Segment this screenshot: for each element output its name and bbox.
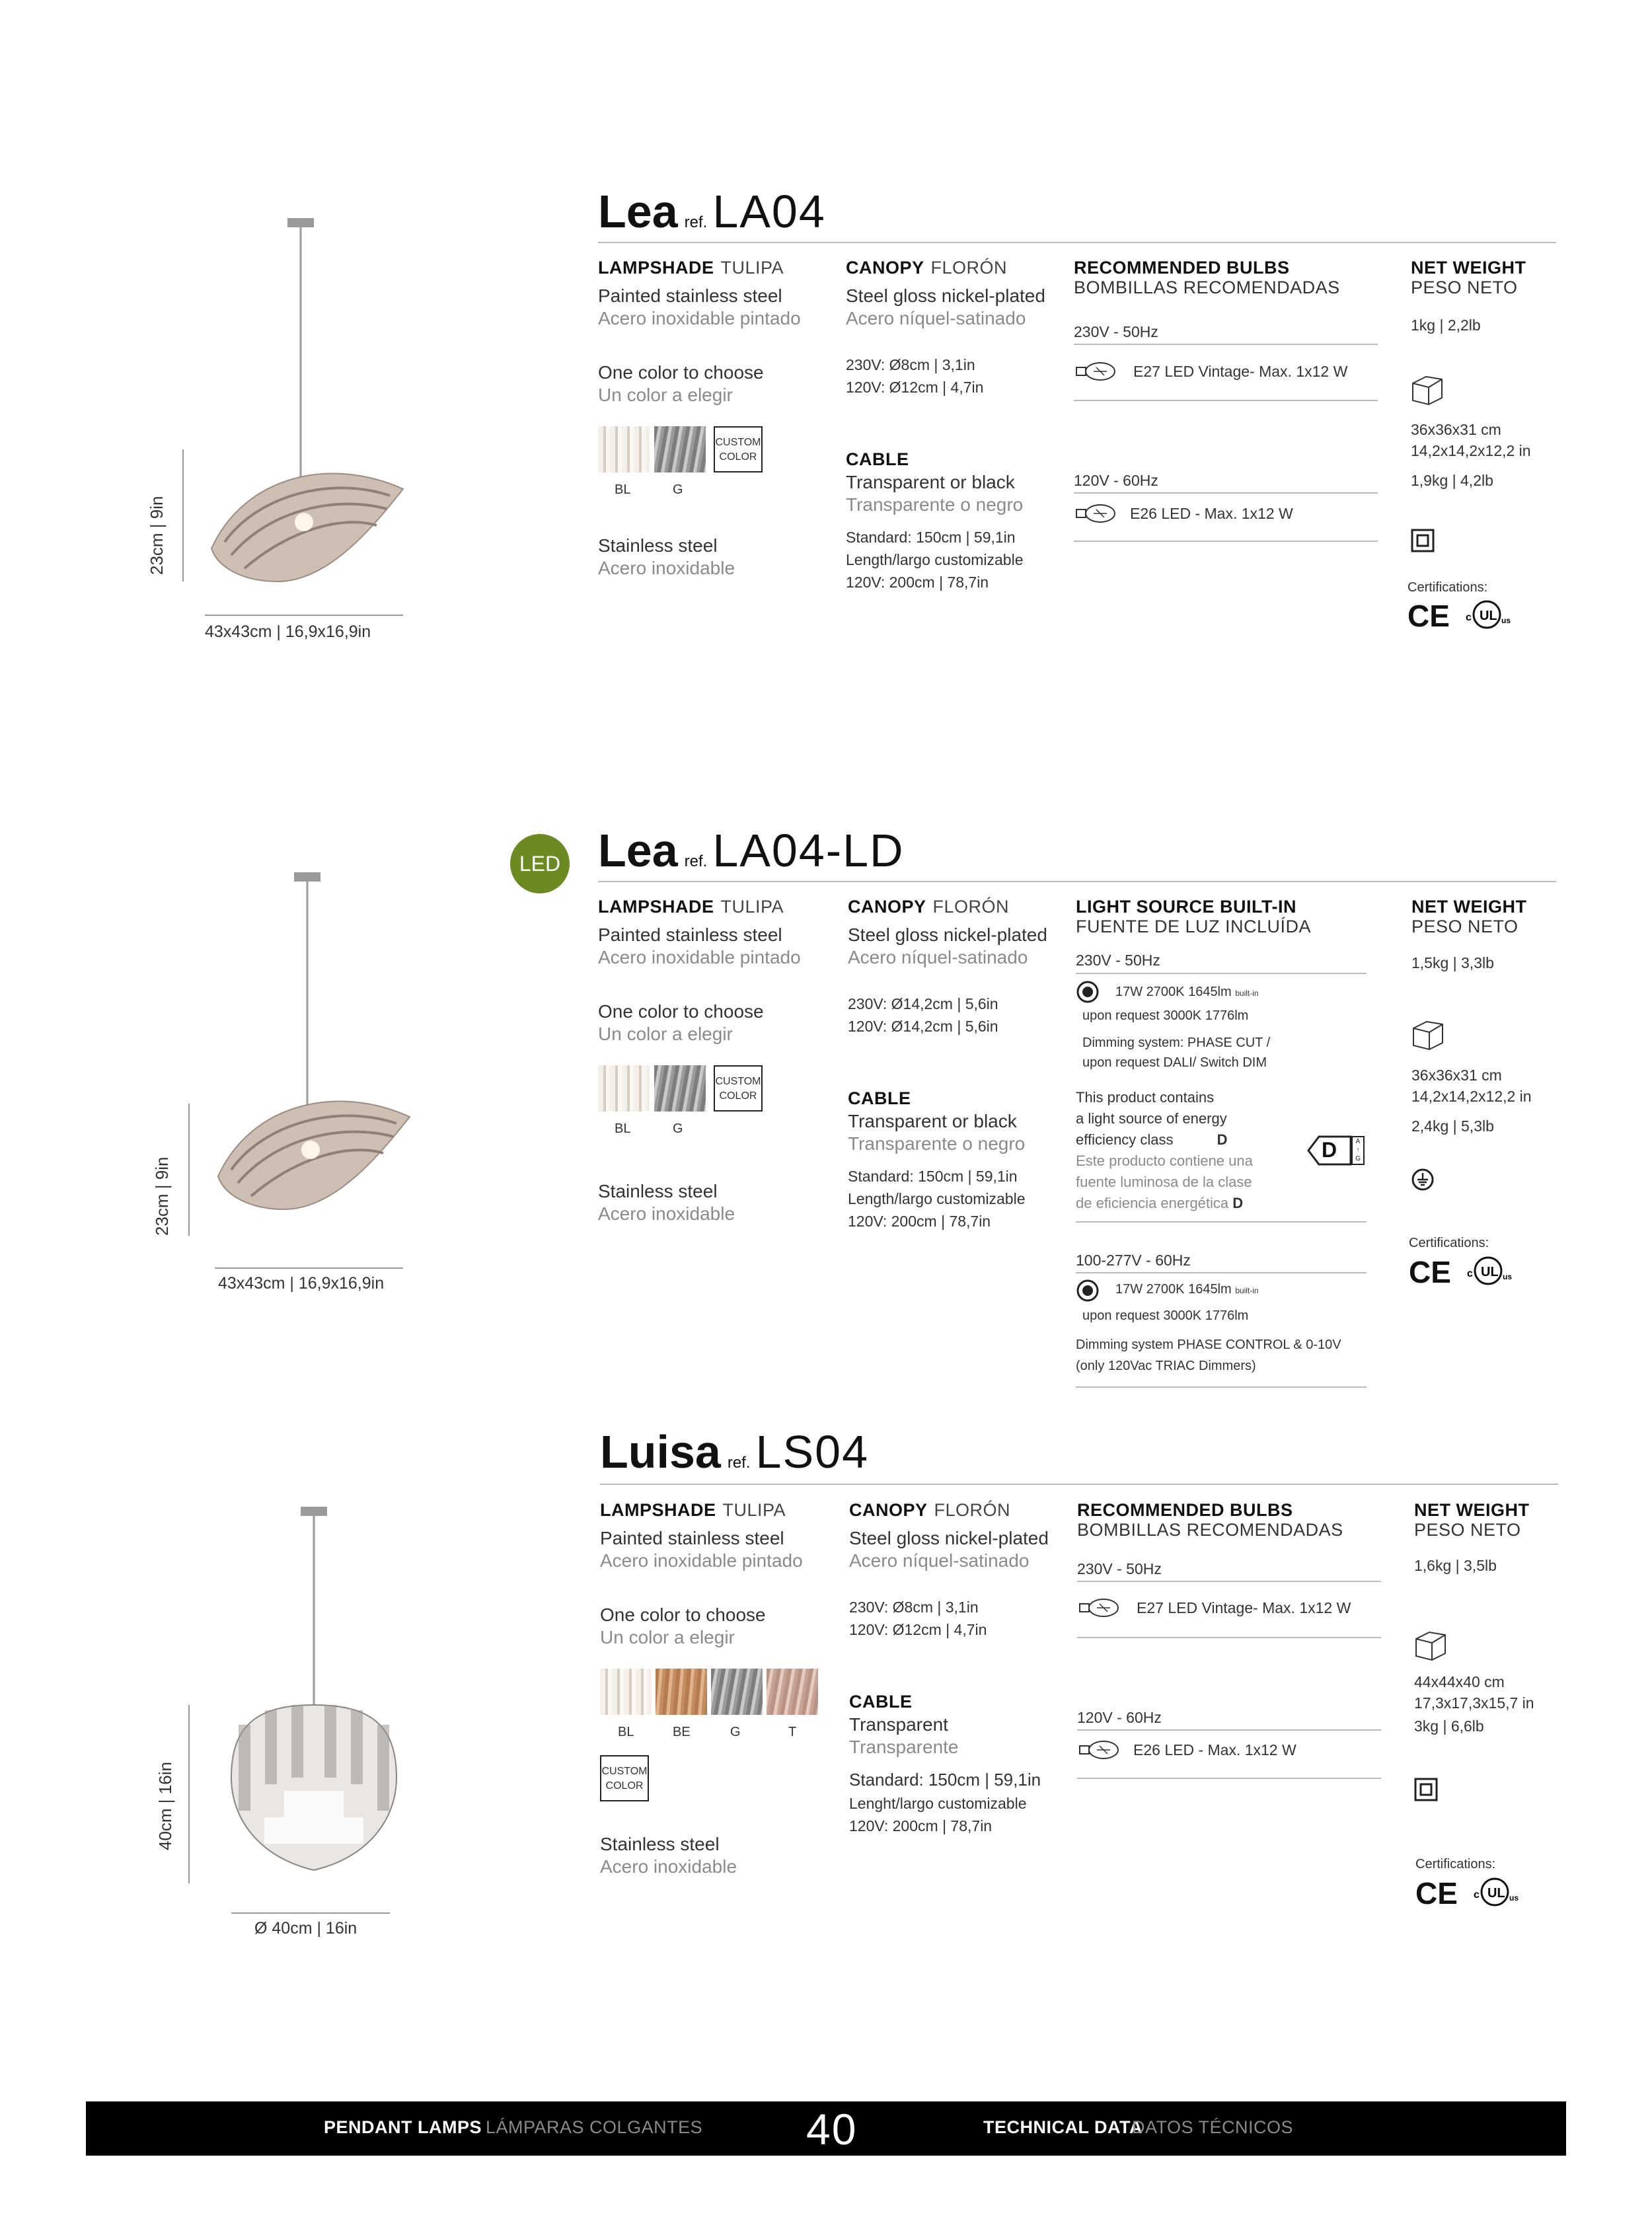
earth-ground-icon [1411,1168,1434,1191]
color-choice: One color to choose [598,1001,764,1022]
canopy-material-es: Acero níquel-satinado [846,308,1026,328]
led-chip-icon [1076,1279,1100,1302]
cable-standard: Standard: 150cm | 59,1in [848,1168,1018,1185]
ul-label: UL [1487,1886,1505,1901]
ul-mark-icon [1462,1254,1515,1287]
dimming-system-120-note: (only 120Vac TRIAC Dimmers) [1076,1359,1256,1373]
energy-class-letter: D [1322,1138,1337,1162]
ref-label: ref. [727,1454,751,1472]
ce-mark: CE [1408,599,1450,633]
lampshade-material-es: Acero inoxidable pintado [600,1550,803,1571]
footer-section-en: PENDANT LAMPS [324,2117,482,2137]
title-divider [600,1484,1558,1485]
ce-mark: CE [1415,1876,1458,1910]
color-choice: One color to choose [598,362,764,383]
ul-c-label: c [1474,1889,1480,1901]
cable-material-es: Transparente o negro [846,494,1024,515]
material-es: Acero inoxidable [598,558,735,578]
box-size-cm: 36x36x31 cm [1411,1067,1502,1084]
canopy-material: Steel gloss nickel-plated [846,285,1045,306]
cable-customizable: Length/largo customizable [846,551,1024,568]
ul-us-label: us [1503,1272,1513,1281]
led-spec-230: 17W 2700K 1645lm built-in [1115,985,1259,999]
swatch-label-g: G [673,1121,683,1136]
weight-heading-es: PESO NETO [1414,1520,1521,1540]
product-title [598,827,905,874]
canopy-size-230: 230V: Ø14,2cm | 5,6in [848,995,998,1012]
color-swatch-bl[interactable] [598,1065,650,1112]
box-weight: 3kg | 6,6lb [1414,1717,1484,1735]
bulb-120: E26 LED - Max. 1x12 W [1133,1741,1296,1758]
canopy-material-es: Acero níquel-satinado [848,947,1028,967]
divider [1077,1729,1381,1731]
led-chip-icon [1076,980,1100,1004]
voltage-100-277: 100-277V - 60Hz [1076,1252,1191,1269]
color-choice: One color to choose [600,1604,766,1625]
cable-material: Transparent [849,1714,948,1735]
efficiency-es-2: fuente luminosa de la clase [1076,1174,1252,1190]
box-size-cm: 36x36x31 cm [1411,421,1501,438]
box-weight: 2,4kg | 5,3lb [1411,1117,1494,1135]
swatch-label-g: G [673,482,683,497]
material: Stainless steel [598,1181,718,1201]
divider [1074,492,1378,494]
lampshade-heading: LAMPSHADE TULIPA [598,258,784,278]
divider [1076,1272,1367,1273]
ul-us-label: us [1501,616,1511,625]
light-source-heading: LIGHT SOURCE BUILT-IN [1076,897,1296,917]
efficiency-es-3: de eficiencia energética D [1076,1195,1244,1211]
lampshade-material: Painted stainless steel [598,285,782,306]
efficiency-en-2: a light source of energy [1076,1110,1227,1127]
class-ii-icon [1414,1778,1438,1801]
voltage-120: 120V - 60Hz [1077,1709,1162,1726]
page-number: 40 [806,2105,858,2154]
color-choice-es: Un color a elegir [598,385,733,405]
weight-heading: NET WEIGHT [1411,258,1526,278]
cable-material: Transparent or black [848,1111,1017,1131]
ul-label: UL [1480,609,1497,623]
weight-heading-es: PESO NETO [1411,278,1518,297]
divider [1077,1778,1381,1779]
custom-color-swatch[interactable]: CUSTOM COLOR [714,1065,763,1112]
cable-standard: Standard: 150cm | 59,1in [849,1770,1041,1790]
swatch-label-be: BE [673,1725,691,1739]
upon-request-230: upon request 3000K 1776lm [1082,1008,1249,1023]
lampshade-material-es: Acero inoxidable pintado [598,947,801,967]
lamp-illustration [198,211,423,608]
ul-c-label: c [1467,1268,1473,1279]
efficiency-en-1: This product contains [1076,1089,1215,1106]
swatch-label-bl: BL [615,1121,631,1136]
product-code: LA04-LD [712,825,905,876]
lampshade-material-es: Acero inoxidable pintado [598,308,801,328]
voltage-230: 230V - 50Hz [1074,323,1158,340]
dimming-system-120: Dimming system PHASE CONTROL & 0-10V [1076,1338,1341,1352]
material: Stainless steel [598,535,718,556]
title-divider [598,242,1556,243]
net-weight: 1,5kg | 3,3lb [1411,954,1494,971]
ul-c-label: c [1466,612,1472,623]
canopy-material-es: Acero níquel-satinado [849,1550,1030,1571]
net-weight: 1,6kg | 3,5lb [1414,1557,1497,1574]
swatch-label-bl: BL [618,1725,634,1739]
divider [1077,1581,1381,1582]
product-name: Lea [598,186,678,237]
box-size-in: 14,2x14,2x12,2 in [1411,442,1531,459]
canopy-material: Steel gloss nickel-plated [849,1528,1049,1548]
led-spec-120: 17W 2700K 1645lm built-in [1115,1282,1259,1297]
dimension-line-vertical [188,1104,190,1236]
dimension-line-horizontal [205,615,403,616]
canopy-material: Steel gloss nickel-plated [848,925,1047,945]
dimming-system: Dimming system: PHASE CUT / [1082,1036,1271,1050]
energy-scale: A ↑ G [1355,1138,1361,1162]
cable-material-es: Transparente [849,1737,959,1757]
lampshade-material: Painted stainless steel [600,1528,784,1548]
divider [1076,1386,1367,1388]
certifications-label: Certifications: [1409,1236,1489,1250]
bulbs-heading-es: BOMBILLAS RECOMENDADAS [1077,1520,1343,1540]
cable-heading: CABLE [848,1088,911,1108]
upon-request-120: upon request 3000K 1776lm [1082,1308,1249,1323]
color-swatch-g[interactable] [711,1669,763,1715]
box-weight: 1,9kg | 4,2lb [1411,472,1493,489]
divider [1074,344,1378,345]
bulb-230: E27 LED Vintage- Max. 1x12 W [1137,1599,1351,1616]
canopy-size-120: 120V: Ø14,2cm | 5,6in [848,1018,998,1035]
color-swatch-g[interactable] [654,426,706,472]
cable-material: Transparent or black [846,472,1015,492]
box-icon [1408,1015,1448,1052]
custom-color-swatch[interactable]: CUSTOM COLOR [714,426,763,472]
dimension-line-vertical [182,449,184,582]
ref-label: ref. [684,213,708,231]
bulb-230: E27 LED Vintage- Max. 1x12 W [1133,363,1348,380]
box-size-cm: 44x44x40 cm [1414,1673,1505,1690]
divider [1076,973,1367,974]
weight-heading: NET WEIGHT [1414,1500,1530,1520]
weight-heading-es: PESO NETO [1411,917,1519,936]
divider [1077,1637,1381,1638]
cable-heading: CABLE [849,1692,913,1712]
certifications-label: Certifications: [1408,580,1488,595]
net-weight: 1kg | 2,2lb [1411,317,1481,334]
product-code: LS04 [755,1426,869,1478]
color-choice-es: Un color a elegir [600,1627,735,1647]
voltage-230: 230V - 50Hz [1077,1560,1162,1577]
energy-label [1307,1134,1367,1167]
canopy-size-230: 230V: Ø8cm | 3,1in [849,1599,979,1616]
bulb-icon [1077,1597,1123,1619]
efficiency-en-3: efficiency class D [1076,1131,1228,1148]
dimension-height: 23cm | 9in [152,1156,172,1236]
voltage-120: 120V - 60Hz [1074,472,1158,489]
product-name: Luisa [600,1426,721,1478]
bulb-icon [1074,502,1120,525]
product-name: Lea [598,825,678,876]
cable-120: 120V: 200cm | 78,7in [846,574,989,591]
color-swatch-bl[interactable] [600,1669,652,1715]
color-swatch-bl[interactable] [598,426,650,472]
dimension-width: 43x43cm | 16,9x16,9in [205,623,371,641]
bulbs-heading: RECOMMENDED BULBS [1074,258,1290,278]
lamp-illustration [205,866,430,1236]
canopy-heading: CANOPY FLORÓN [846,258,1008,278]
divider [1074,400,1378,401]
color-swatch-be[interactable] [656,1669,707,1715]
lampshade-material: Painted stainless steel [598,925,782,945]
dimming-system-2: upon request DALI/ Switch DIM [1082,1055,1267,1070]
custom-color-swatch[interactable]: CUSTOM COLOR [600,1755,649,1801]
color-swatch-g[interactable] [654,1065,706,1112]
bulb-120: E26 LED - Max. 1x12 W [1130,505,1293,522]
material: Stainless steel [600,1834,720,1854]
color-choice-es: Un color a elegir [598,1024,733,1044]
cable-customizable: Length/largo customizable [848,1190,1026,1207]
box-size-in: 17,3x17,3x15,7 in [1414,1694,1534,1712]
ref-label: ref. [684,852,708,870]
ul-mark-icon [1468,1875,1521,1908]
dimension-line-horizontal [231,1912,390,1914]
product-title [598,188,826,235]
bulbs-heading-es: BOMBILLAS RECOMENDADAS [1074,278,1340,297]
canopy-heading: CANOPY FLORÓN [849,1500,1011,1520]
canopy-heading: CANOPY FLORÓN [848,897,1010,917]
canopy-size-120: 120V: Ø12cm | 4,7in [849,1621,987,1638]
bulb-icon [1074,360,1120,383]
color-swatch-t[interactable] [767,1669,818,1715]
material-es: Acero inoxidable [598,1203,735,1224]
ul-us-label: us [1509,1893,1519,1903]
box-size-in: 14,2x14,2x12,2 in [1411,1088,1532,1105]
efficiency-es-1: Este producto contiene una [1076,1152,1253,1169]
ul-mark-icon [1460,598,1513,631]
ul-label: UL [1481,1265,1499,1279]
lamp-illustration [218,1500,410,1890]
footer-data-en: TECHNICAL DATA [983,2117,1143,2137]
lampshade-heading: LAMPSHADE TULIPA [598,897,784,917]
cable-heading: CABLE [846,449,909,469]
lampshade-heading: LAMPSHADE TULIPA [600,1500,786,1520]
divider [1074,541,1378,542]
dimension-line-vertical [188,1705,190,1883]
led-badge: LED [510,834,570,893]
dimension-width: 43x43cm | 16,9x16,9in [218,1274,385,1293]
light-source-heading-es: FUENTE DE LUZ INCLUÍDA [1076,917,1312,936]
swatch-label-bl: BL [615,482,631,497]
certifications-label: Certifications: [1415,1857,1496,1871]
bulb-icon [1077,1739,1123,1761]
weight-heading: NET WEIGHT [1411,897,1527,917]
ce-mark: CE [1409,1255,1451,1289]
footer-section-es: LÁMPARAS COLGANTES [486,2117,703,2137]
product-title [600,1426,869,1478]
title-divider [598,881,1556,882]
class-ii-icon [1411,529,1435,552]
cable-120: 120V: 200cm | 78,7in [849,1817,993,1834]
box-icon [1411,1626,1450,1663]
cable-standard: Standard: 150cm | 59,1in [846,529,1016,546]
swatch-label-t: T [788,1725,797,1739]
swatch-label-g: G [730,1725,741,1739]
cable-customizable: Lenght/largo customizable [849,1795,1027,1812]
divider [1076,1221,1367,1223]
dimension-height: 40cm | 16in [155,1762,175,1850]
voltage-230: 230V - 50Hz [1076,952,1160,969]
bulbs-heading: RECOMMENDED BULBS [1077,1500,1293,1520]
dimension-line-horizontal [215,1267,403,1269]
material-es: Acero inoxidable [600,1856,737,1877]
dimension-width: Ø 40cm | 16in [254,1919,357,1938]
canopy-size-120: 120V: Ø12cm | 4,7in [846,379,984,396]
canopy-size-230: 230V: Ø8cm | 3,1in [846,356,975,373]
cable-120: 120V: 200cm | 78,7in [848,1213,991,1230]
cable-material-es: Transparente o negro [848,1133,1026,1154]
page-footer [86,2101,1566,2156]
footer-data-es: DATOS TÉCNICOS [1132,2117,1294,2137]
dimension-height: 23cm | 9in [147,496,167,575]
product-code: LA04 [712,186,826,237]
box-icon [1408,370,1447,407]
